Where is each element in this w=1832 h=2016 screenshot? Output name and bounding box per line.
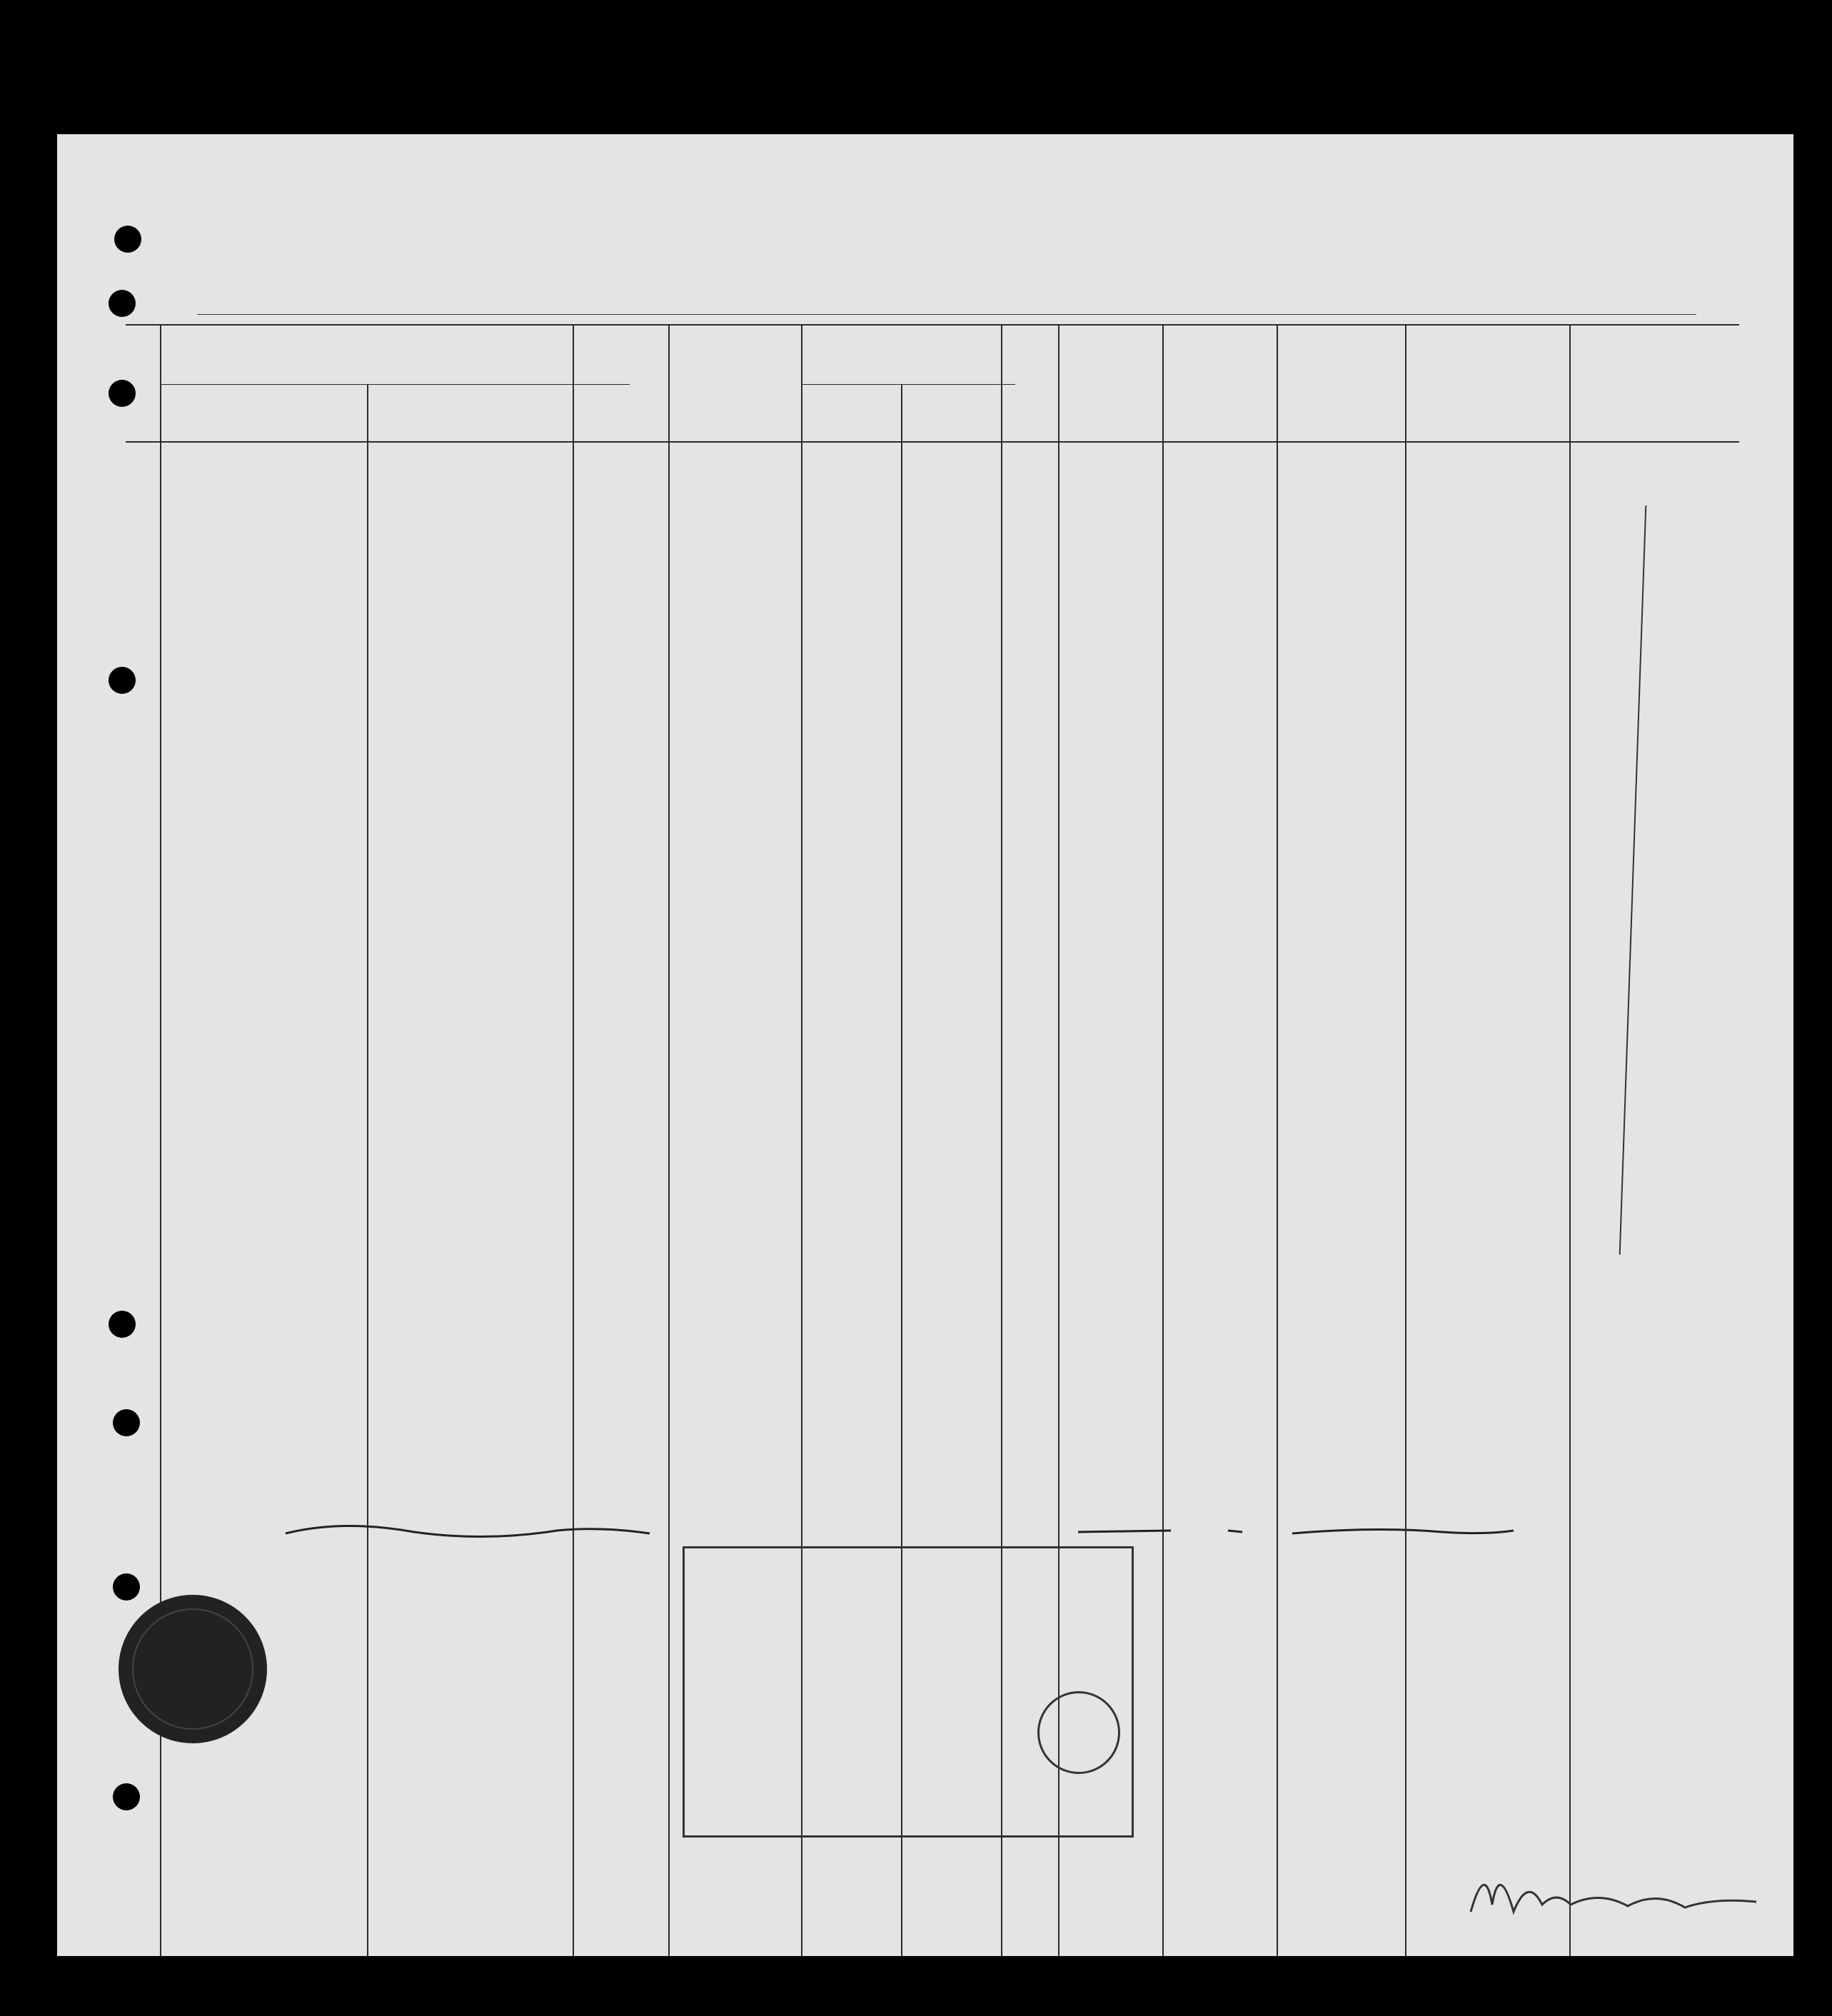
col-discharged-header xyxy=(1001,331,1058,338)
punch-hole xyxy=(114,226,141,253)
col-service-header xyxy=(573,331,668,337)
col-number-header xyxy=(123,331,160,338)
header-top-rule xyxy=(126,324,1739,326)
col-shipped-header xyxy=(801,331,1001,343)
punch-hole xyxy=(109,667,136,694)
visa-stamp xyxy=(683,1546,1134,1838)
officer-signature xyxy=(1456,1848,1771,1933)
manifest-sheet xyxy=(57,134,1793,1956)
punch-hole xyxy=(109,380,136,407)
col-position-header xyxy=(668,331,801,344)
col-remarks-header xyxy=(1405,331,1569,347)
notary-seal xyxy=(86,1562,300,1776)
punch-hole xyxy=(113,1783,140,1810)
consulate-seal xyxy=(1037,1691,1120,1774)
punch-hole xyxy=(109,1311,136,1338)
closing-bracket xyxy=(57,1505,1793,1548)
vessel-line xyxy=(157,294,1728,317)
col-name-header xyxy=(160,331,573,337)
col-action-header xyxy=(1569,331,1739,346)
punch-hole xyxy=(109,290,136,317)
punch-hole xyxy=(113,1409,140,1436)
col-country-header xyxy=(1058,331,1162,344)
